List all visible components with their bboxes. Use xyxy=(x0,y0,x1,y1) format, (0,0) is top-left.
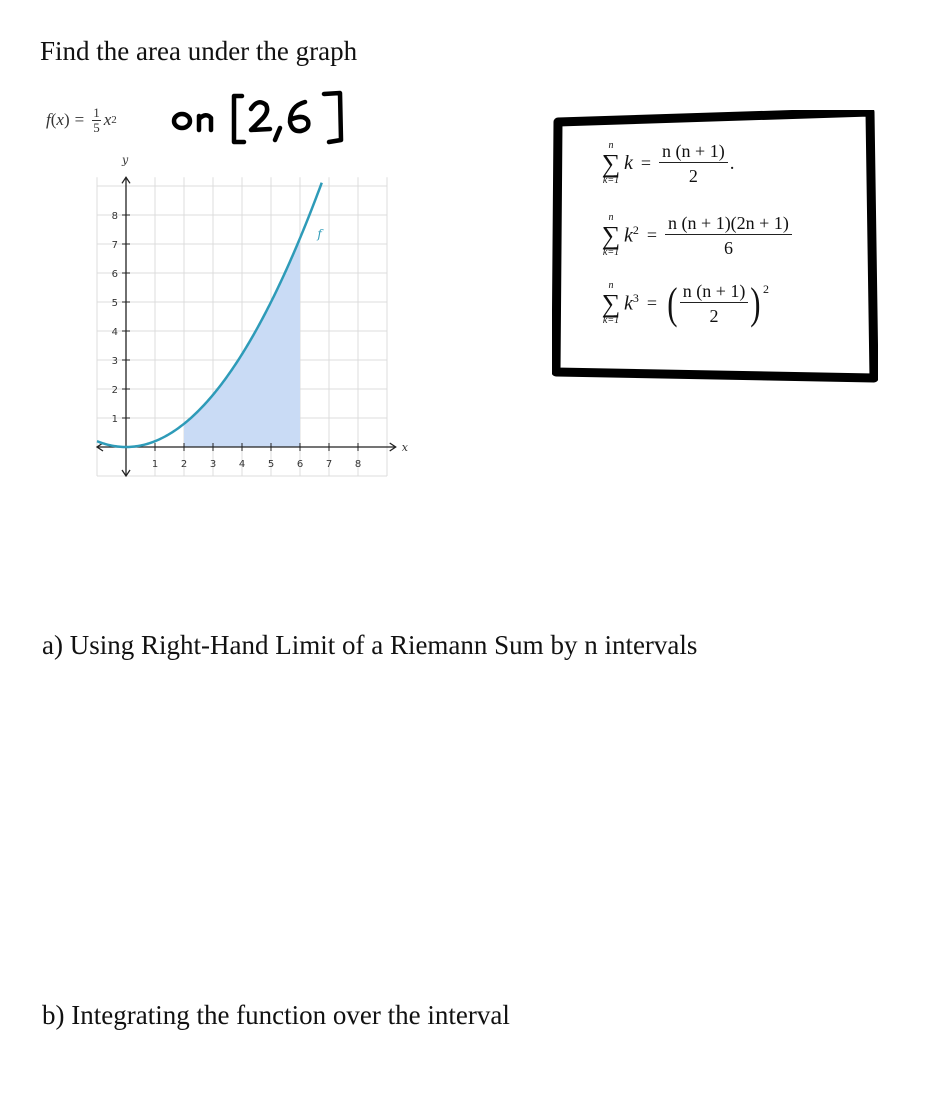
y-tick-label: 5 xyxy=(111,298,118,309)
sigma-symbol: ∑ xyxy=(601,288,621,318)
sum-term: $k^3$ xyxy=(624,291,639,315)
y-tick-label: 8 xyxy=(111,211,118,222)
sum-lower-limit: k=1 xyxy=(602,314,620,326)
formula-numerator: n (n + 1)(2n + 1) xyxy=(665,212,792,235)
outer-exponent: 2 xyxy=(763,282,769,296)
sigma-symbol: ∑ xyxy=(601,148,621,178)
equals-sign: = xyxy=(74,110,85,129)
sum-lower-limit: k=1 xyxy=(602,174,620,186)
coefficient-fraction xyxy=(92,106,101,135)
equals-sign: = xyxy=(646,293,658,313)
question-part-a: a) Using Right-Hand Limit of a Riemann Sum by n intervals xyxy=(42,630,698,660)
formula-numerator: n (n + 1) xyxy=(680,280,749,303)
sum-k-formula xyxy=(600,140,734,187)
y-tick-label: 6 xyxy=(111,269,118,280)
formula-period: . xyxy=(729,152,735,174)
term-power: 2 xyxy=(632,223,639,238)
formula-fraction xyxy=(665,212,792,259)
x-tick-label: 4 xyxy=(238,459,246,470)
y-axis-label: y xyxy=(122,153,129,167)
formula-fraction xyxy=(680,280,749,327)
sum-k-cubed-formula xyxy=(600,280,769,327)
y-tick-label: 2 xyxy=(111,385,118,396)
formula-denominator: 6 xyxy=(723,238,733,258)
x-tick-label: 3 xyxy=(209,459,217,470)
y-tick-label: 7 xyxy=(111,240,118,251)
x-tick-label: 8 xyxy=(354,459,362,470)
question-part-b: b) Integrating the function over the interval xyxy=(42,1000,510,1030)
sum-upper-limit: n xyxy=(608,279,614,291)
function-definition xyxy=(46,100,117,140)
exponent: 2 xyxy=(111,114,117,126)
sigma-block xyxy=(600,213,622,259)
sum-term: $k^2$ xyxy=(624,223,639,247)
y-tick-label: 3 xyxy=(111,356,118,367)
function-variable: x xyxy=(56,110,64,129)
function-paren-open: ( xyxy=(50,110,57,129)
summation-formulas-box xyxy=(552,110,878,385)
function-graph xyxy=(90,153,408,490)
y-tick-label: 4 xyxy=(111,327,118,338)
sigma-block xyxy=(600,281,622,327)
formula-denominator: 2 xyxy=(709,306,719,326)
sum-lower-limit: k=1 xyxy=(602,246,620,258)
x-tick-label: 2 xyxy=(180,459,188,470)
sigma-symbol: ∑ xyxy=(601,220,621,250)
formula-numerator: n (n + 1) xyxy=(659,140,728,163)
formula-denominator: 2 xyxy=(688,166,698,186)
x-tick-label: 5 xyxy=(267,459,275,470)
equals-sign: = xyxy=(646,225,658,245)
term-power: 3 xyxy=(632,291,639,306)
coef-denominator: 5 xyxy=(93,119,100,135)
equals-sign: = xyxy=(640,153,652,173)
x-tick-label: 7 xyxy=(325,459,333,470)
power-base: x xyxy=(103,110,112,129)
x-axis-label: x xyxy=(401,441,408,454)
problem-title: Find the area under the graph xyxy=(40,36,358,66)
sum-k-squared-formula xyxy=(600,212,792,259)
curve-label: f xyxy=(317,227,322,242)
x-tick-label: 6 xyxy=(296,459,304,470)
sum-term: k xyxy=(624,152,633,174)
function-paren-close: ) xyxy=(63,110,70,129)
function-name: f xyxy=(46,110,51,129)
handwritten-interval-note xyxy=(170,88,360,150)
y-tick-label: 1 xyxy=(111,414,118,425)
right-paren: ) xyxy=(750,278,761,328)
coef-numerator: 1 xyxy=(93,104,100,120)
sum-upper-limit: n xyxy=(608,139,614,151)
formula-fraction xyxy=(659,140,728,187)
x-tick-label: 1 xyxy=(151,459,159,470)
sigma-block xyxy=(600,141,622,187)
sum-upper-limit: n xyxy=(608,211,614,223)
left-paren: ( xyxy=(667,278,678,328)
